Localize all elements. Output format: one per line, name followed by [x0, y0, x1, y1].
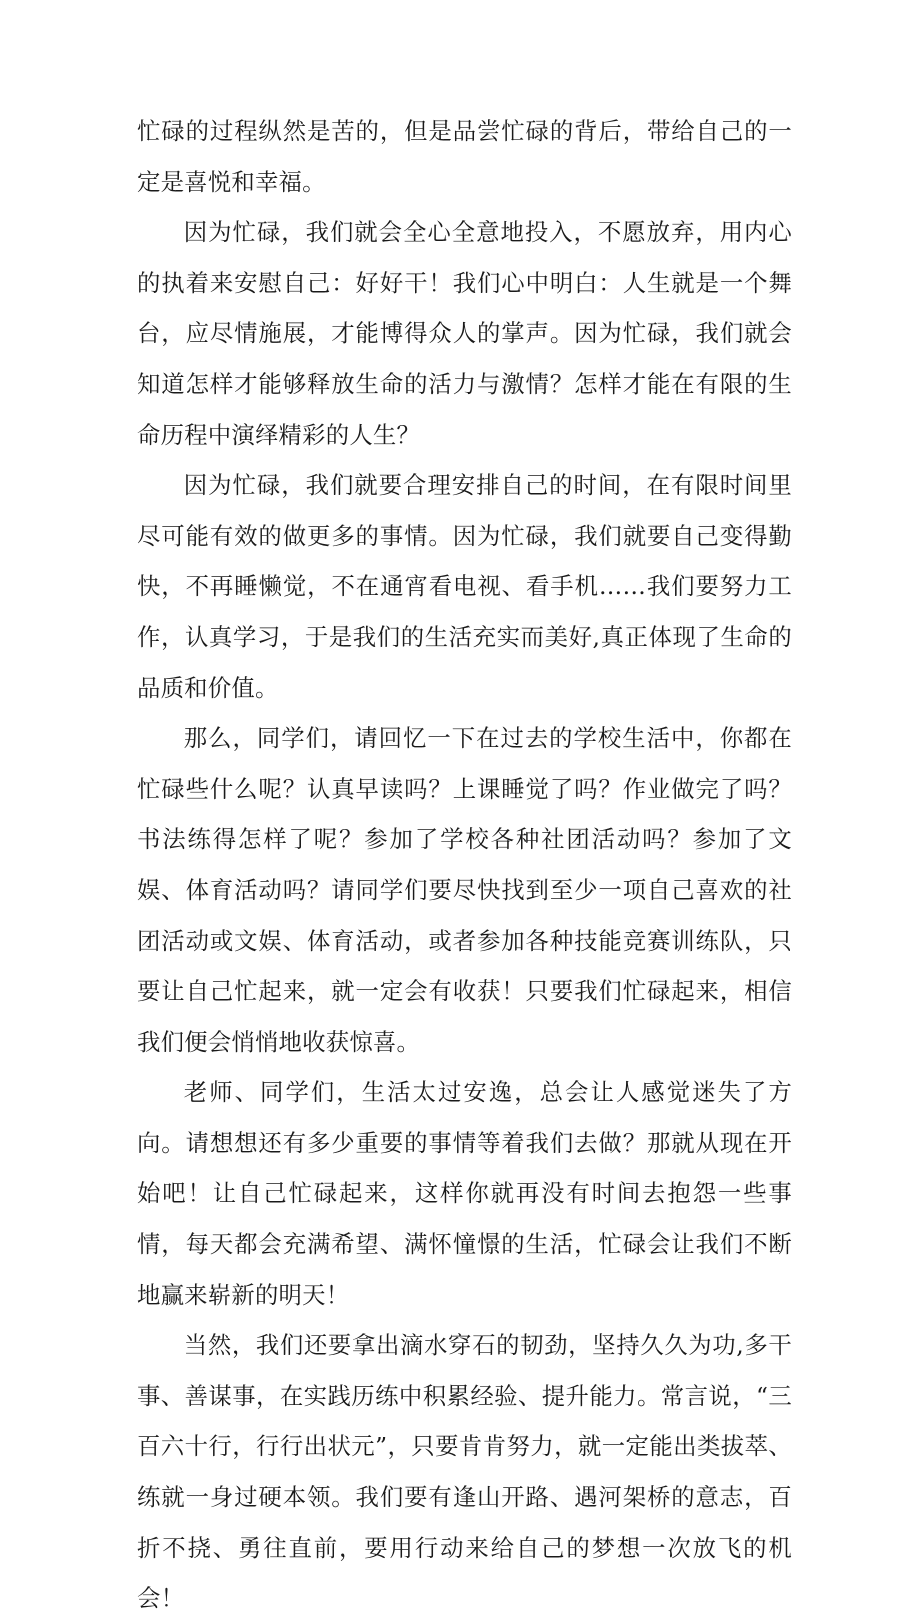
paragraph: 那么，同学们，请回忆一下在过去的学校生活中，你都在忙碌些什么呢？认真早读吗？上课睡觉了吗？作业做完了吗？书法练得怎样了呢？参加了学校各种社团活动吗？参加了文娱、体育活动吗？请同学们要尽快找到至少一项自己喜欢的社团活动或文娱、体育活动，或者参加各种技能竞赛训练队，只要让自己忙起来，就一定会有收获！只要我们忙碌起来，相信我们便会悄悄地收获惊喜。: [137, 724, 792, 1056]
paragraph: 当然，我们还要拿出滴水穿石的韧劲，坚持久久为功,多干事、善谋事，在实践历练中积累经验、提升能力。常言说，“三百六十行，行行出状元”，只要肯肯努力，就一定能出类拔萃、练就一身过硬本领。我们要有逢山开路、遇河架桥的意志，百折不挠、勇往直前，要用行动来给自己的梦想一次放飞的机会！: [137, 1331, 792, 1613]
paragraph: 因为忙碌，我们就要合理安排自己的时间，在有限时间里尽可能有效的做更多的事情。因为忙碌，我们就要自己变得勤快，不再睡懒觉，不在通宵看电视、看手机……我们要努力工作，认真学习，于是我们的生活充实而美好,真正体现了生命的品质和价值。: [137, 471, 792, 702]
paragraph: 老师、同学们，生活太过安逸，总会让人感觉迷失了方向。请想想还有多少重要的事情等着我们去做？那就从现在开始吧！让自己忙碌起来，这样你就再没有时间去抱怨一些事情，每天都会充满希望、满怀憧憬的生活，忙碌会让我们不断地赢来崭新的明天！: [137, 1078, 792, 1309]
paragraph-continuation: 忙碌的过程纵然是苦的，但是品尝忙碌的背后，带给自己的一定是喜悦和幸福。: [137, 117, 792, 196]
document-body: [137, 106, 792, 1624]
paragraph: 因为忙碌，我们就会全心全意地投入，不愿放弃，用内心的执着来安慰自己：好好干！我们心中明白：人生就是一个舞台，应尽情施展，才能博得众人的掌声。因为忙碌，我们就会知道怎样才能够释放生命的活力与激情？怎样才能在有限的生命历程中演绎精彩的人生？: [137, 218, 792, 449]
